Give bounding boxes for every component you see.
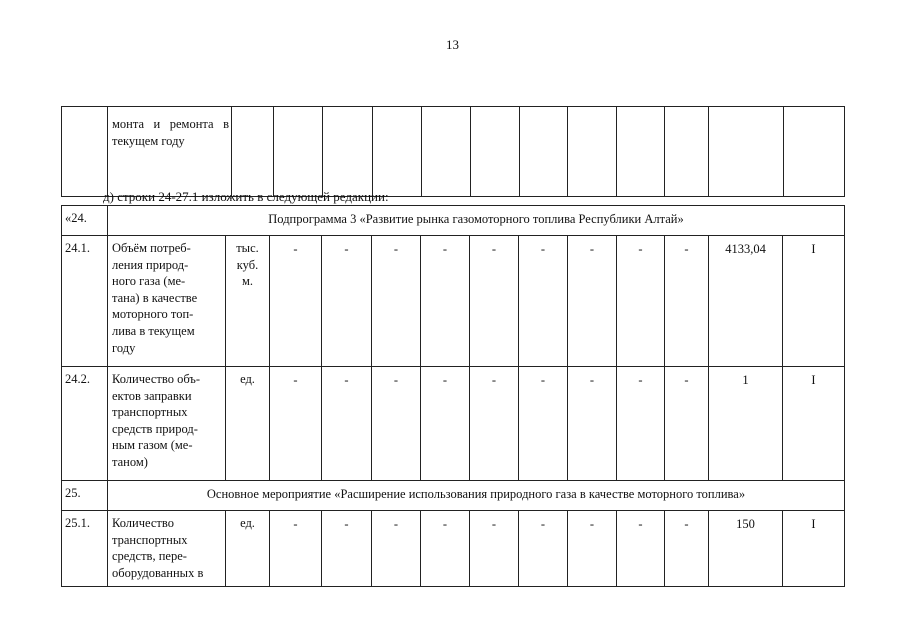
dash-cell: - [617,236,665,367]
subprogram-title: Подпрограмма 3 «Развитие рынка газомоторного топлива Республики Алтай» [108,206,845,236]
indicators-table [61,205,845,587]
continued-table-fragment [61,106,845,197]
dash-cell: - [665,236,709,367]
mark-cell: I [783,367,845,481]
mark-cell: I [783,236,845,367]
indicator-name: Количество транспортных средств, пере- оборудованных в [108,511,226,587]
row-number: 25. [62,481,108,511]
indicator-name: Объём потреб- ления природ- ного газа (ме- тана) в качестве моторного топ- лива в текущем году [108,236,226,367]
table-row [62,206,845,236]
dash-cell: - [665,511,709,587]
table-row [62,367,845,481]
dash-cell: - [372,367,421,481]
row-name-cell: монта и ремонта в текущем году [108,107,232,197]
dash-cell: - [270,367,322,481]
dash-cell: - [470,367,519,481]
mark-cell: I [783,511,845,587]
table-row [62,511,845,587]
dash-cell: - [470,236,519,367]
dash-cell: - [617,367,665,481]
table-row [62,481,845,511]
table-row [62,107,845,197]
page-number: 13 [446,37,459,52]
dash-cell: - [568,511,617,587]
row-number: 25.1. [62,511,108,587]
row-number: «24. [62,206,108,236]
dash-cell: - [568,367,617,481]
dash-cell: - [421,511,470,587]
dash-cell: - [421,367,470,481]
value-cell: 4133,04 [709,236,783,367]
row-number: 24.1. [62,236,108,367]
dash-cell: - [519,367,568,481]
table-row [62,236,845,367]
dash-cell: - [665,367,709,481]
dash-cell: - [270,511,322,587]
dash-cell: - [322,511,372,587]
value-cell: 150 [709,511,783,587]
dash-cell: - [372,236,421,367]
dash-cell: - [421,236,470,367]
unit-cell: ед. [226,511,270,587]
dash-cell: - [322,367,372,481]
unit-cell: ед. [226,367,270,481]
dash-cell: - [322,236,372,367]
dash-cell: - [519,236,568,367]
amendment-instruction: д) строки 24-27.1 изложить в следующей редакции: [103,189,389,204]
main-activity-title: Основное мероприятие «Расширение использования природного газа в качестве моторного топлива» [108,481,845,511]
dash-cell: - [519,511,568,587]
indicator-name: Количество объ- ектов заправки транспортных средств природ- ным газом (ме- таном) [108,367,226,481]
row-number: 24.2. [62,367,108,481]
dash-cell: - [470,511,519,587]
dash-cell: - [270,236,322,367]
unit-cell: тыс. куб. м. [226,236,270,367]
dash-cell: - [617,511,665,587]
value-cell: 1 [709,367,783,481]
dash-cell: - [568,236,617,367]
dash-cell: - [372,511,421,587]
